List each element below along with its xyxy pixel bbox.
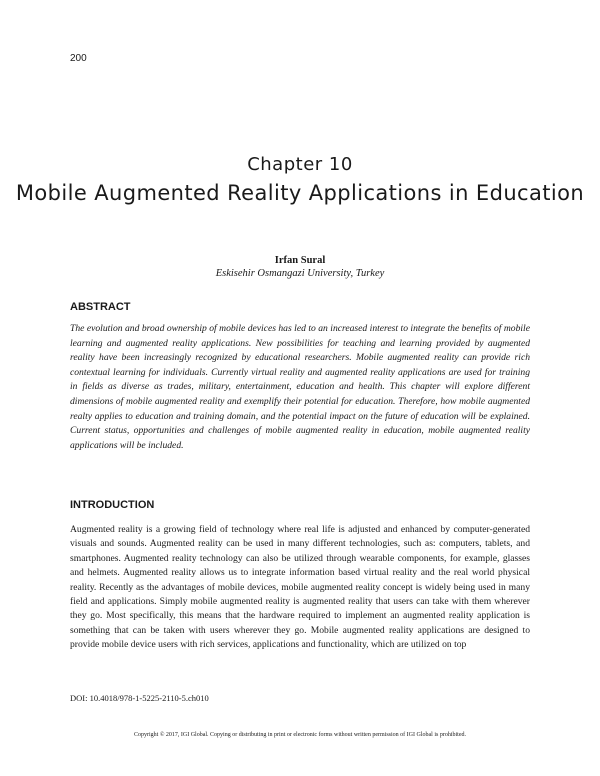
chapter-title: Mobile Augmented Reality Applications in Education — [15, 181, 585, 205]
author-affiliation: Eskisehir Osmangazi University, Turkey — [215, 268, 385, 279]
copyright-notice: Copyright © 2017, IGI Global. Copying or distributing in print or electronic forms without written permission of IGI Global is prohibited. — [133, 732, 466, 738]
introduction-text: Augmented reality is a growing field of technology where real life is adjusted and enhanced by computer-generated visuals and sounds. Augmented reality can be used in many different technologies, such as: computers, tablets, and smartphones. Augmented reality technology can also be utilized through wearable components, for example, glasses and helmets. Augmented reality allows us to integrate information based virtual reality and the real world physical reality. Recently as the advantages of mobile devices, mobile augmented reality concept is widely being used in many field and applications. Simply mobile augmented reality is augmented reality that users can take with them wherever they go. Most specifically, this means that the hardware required to implement an augmented reality application is something that can be taken with users wherever they go. Mobile augmented reality applications are designed to provide mobile device users with rich services, applications and functionality, which are utilized on top — [70, 524, 530, 651]
chapter-label: Chapter 10 — [247, 154, 353, 175]
abstract-text: The evolution and broad ownership of mobile devices has led to an increased interest to integrate the benefits of mobile learning and augmented reality applications. New possibilities for teaching and learning provided by augmented reality have been increasingly recognized by educational researchers. Mobile augmented reality can provide rich contextual learning for individuals. Currently virtual reality and augmented reality applications are used for training in fields as diverse as trades, military, entertainment, education and health. This chapter will explore different dimensions of mobile augmented reality and exemplify their potential for education. Therefore, how mobile augmented realty applies to education and training domain, and the potential impact on the future of education will be explained. Current status, opportunities and challenges of mobile augmented reality in education, mobile augmented reality applications will be included. — [70, 323, 530, 451]
introduction-heading: INTRODUCTION — [70, 499, 155, 511]
abstract-heading: ABSTRACT — [70, 301, 131, 313]
doi: DOI: 10.4018/978-1-5225-2110-5.ch010 — [70, 693, 209, 703]
page-number: 200 — [70, 53, 87, 64]
author-name: Irfan Sural — [274, 255, 326, 266]
